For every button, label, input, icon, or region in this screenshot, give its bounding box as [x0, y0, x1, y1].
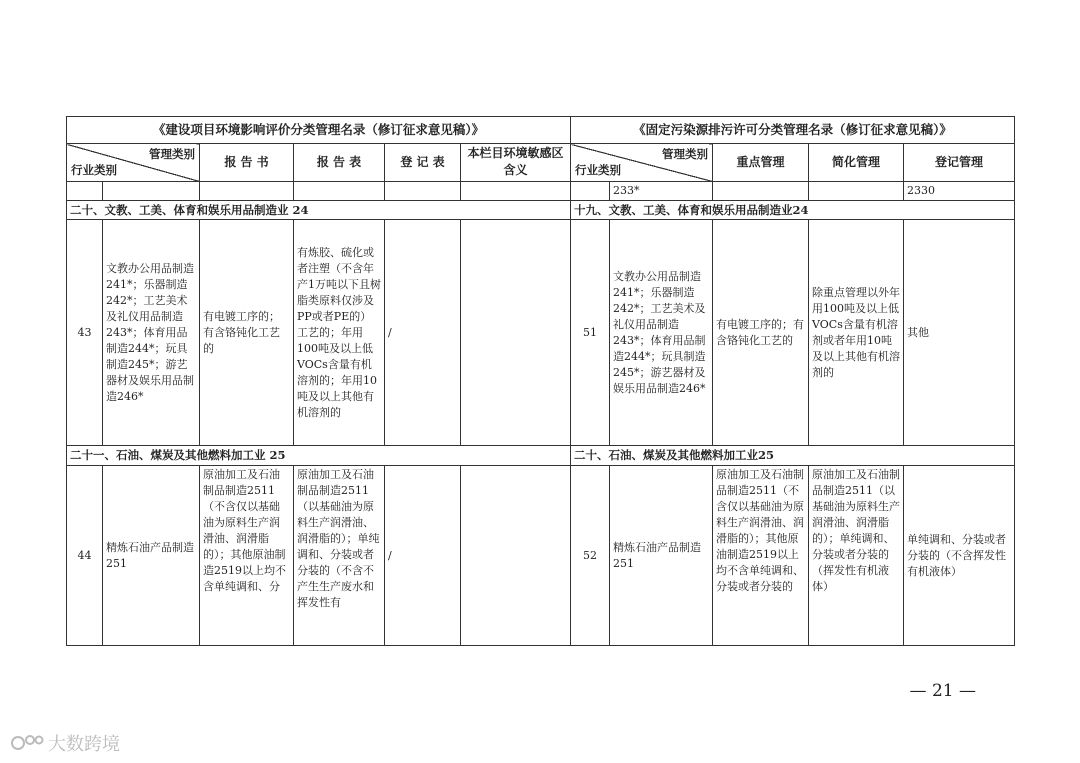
- section-title-right: 二十、石油、煤炭及其他燃料加工业25: [571, 446, 1015, 466]
- left-diagonal-header: [67, 144, 200, 182]
- left-table-title: 《建设项目环境影响评价分类管理名录（修订征求意见稿）》: [67, 117, 571, 144]
- sensitive-area-cell: [461, 466, 571, 646]
- section-title-left: 二十、文教、工美、体育和娱乐用品制造业 24: [67, 200, 571, 220]
- table-row: [67, 220, 1015, 446]
- report-book-cell: 原油加工及石油制品制造2511（不含仅以基础油为原料生产润滑油、润滑脂的）；其他原油制造2519以上均不含单纯调和、分: [200, 466, 294, 646]
- sensitive-area-cell: [461, 220, 571, 446]
- registration-cell: /: [385, 466, 461, 646]
- mgmt-category-label: 管理类别: [149, 147, 195, 161]
- row-number: 43: [67, 220, 103, 446]
- report-book-cell: 有电镀工序的；有含铬钝化工艺的: [200, 220, 294, 446]
- right-table-title: 《固定污染源排污许可分类管理名录（修订征求意见稿）》: [571, 117, 1015, 144]
- page-number: — 21 —: [909, 681, 976, 701]
- reg-mgmt-cell: 其他: [904, 220, 1015, 446]
- section-row: [67, 200, 1015, 220]
- header-row: [67, 144, 1015, 182]
- section-row: [67, 446, 1015, 466]
- watermark-text: 大数跨境: [48, 734, 120, 755]
- row-number: 51: [571, 220, 610, 446]
- row-number: 52: [571, 466, 610, 646]
- registration-cell: /: [385, 220, 461, 446]
- industry-category-label: 行业类别: [71, 163, 117, 178]
- reg-mgmt-cell: 单纯调和、分装或者分装的（不含挥发性有机液体）: [904, 466, 1015, 646]
- watermark-logo-icon: [10, 732, 44, 754]
- prev-code: 233*: [610, 181, 713, 200]
- table-row: [67, 466, 1015, 646]
- report-table-cell: 原油加工及石油制品制造2511（以基础油为原料生产润滑油、润滑脂的）；单纯调和、分装或者分装的（不含不产生生产废水和挥发性有: [294, 466, 385, 646]
- classification-table: [66, 116, 1015, 646]
- table-row: [67, 181, 1015, 200]
- industry-cell: 精炼石油产品制造251: [610, 466, 713, 646]
- industry-cell: 文教办公用品制造241*；乐器制造242*；工艺美术及礼仪用品制造243*；体育用品制造244*；玩具制造245*；游艺器材及娱乐用品制造246*: [610, 220, 713, 446]
- watermark: [10, 730, 120, 756]
- report-table-header: 报 告 表: [294, 144, 385, 182]
- section-title-left: 二十一、石油、煤炭及其他燃料加工业 25: [67, 446, 571, 466]
- report-book-header: 报 告 书: [200, 144, 294, 182]
- title-row: [67, 117, 1015, 144]
- sensitive-area-header: 本栏目环境敏感区含义: [461, 144, 571, 182]
- industry-cell: 精炼石油产品制造251: [103, 466, 200, 646]
- key-mgmt-header: 重点管理: [713, 144, 809, 182]
- prev-reg: 2330: [904, 181, 1015, 200]
- industry-cell: 文教办公用品制造241*；乐器制造242*；工艺美术及礼仪用品制造243*；体育用品制造244*；玩具制造245*；游艺器材及娱乐用品制造246*: [103, 220, 200, 446]
- right-diagonal-header: [571, 144, 713, 182]
- section-title-right: 十九、文教、工美、体育和娱乐用品制造业24: [571, 200, 1015, 220]
- simple-mgmt-cell: 原油加工及石油制品制造2511（以基础油为原料生产润滑油、润滑脂的）；单纯调和、分装或者分装的（挥发性有机液体）: [809, 466, 904, 646]
- report-table-cell: 有炼胶、硫化或者注塑（不含年产1万吨以下且树脂类原料仅涉及PP或者PE的）工艺的；年用100吨及以上低VOCs含量有机溶剂的；年用10吨及以上其他有机溶剂的: [294, 220, 385, 446]
- industry-category-label-right: 行业类别: [575, 163, 622, 178]
- simple-mgmt-cell: 除重点管理以外年用100吨及以上低VOCs含量有机溶剂或者年用10吨及以上其他有机溶剂的: [809, 220, 904, 446]
- simple-mgmt-header: 简化管理: [809, 144, 904, 182]
- mgmt-category-label-right: 管理类别: [662, 147, 709, 161]
- reg-mgmt-header: 登记管理: [904, 144, 1015, 182]
- registration-header: 登 记 表: [385, 144, 461, 182]
- key-mgmt-cell: 原油加工及石油制品制造2511（不含仅以基础油为原料生产润滑油、润滑脂的）；其他原油制造2519以上均不含单纯调和、分装或者分装的: [713, 466, 809, 646]
- key-mgmt-cell: 有电镀工序的；有含铬钝化工艺的: [713, 220, 809, 446]
- row-number: 44: [67, 466, 103, 646]
